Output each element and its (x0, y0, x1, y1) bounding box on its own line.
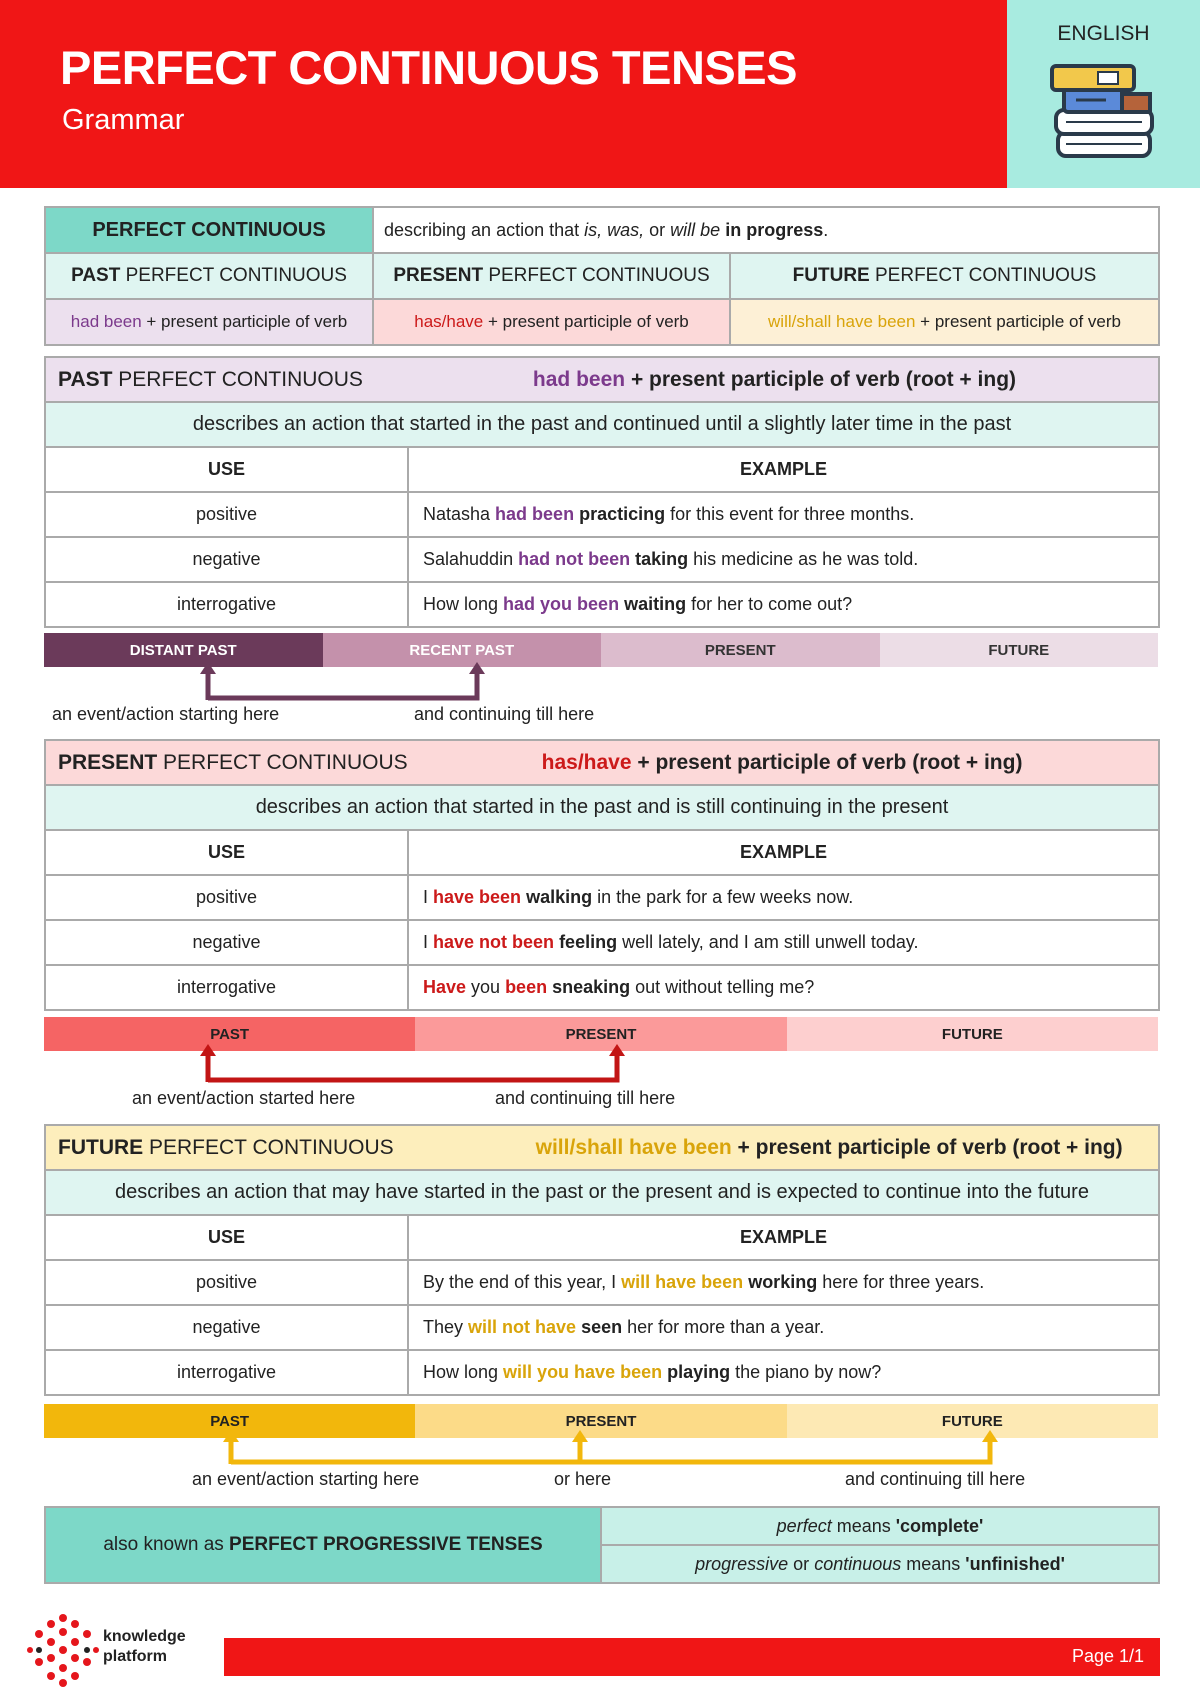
example-cell: How long will you have been playing the piano by now? (408, 1350, 1159, 1395)
table-row (45, 920, 1159, 965)
overview-label: PERFECT CONTINUOUS (45, 207, 373, 253)
timeline-segment: PRESENT (601, 633, 880, 667)
past-example-header: EXAMPLE (408, 447, 1159, 492)
present-arrow (0, 1040, 1200, 1084)
future-arrow (0, 1426, 1200, 1466)
use-cell: negative (45, 537, 408, 582)
present-use-header: USE (45, 830, 408, 875)
future-section (44, 1124, 1158, 1396)
summary-perfect-meaning: perfect means 'complete' (601, 1507, 1159, 1545)
past-description: describes an action that started in the past and continued until a slightly later time in the past (45, 402, 1159, 447)
summary-aka: also known as PERFECT PROGRESSIVE TENSES (45, 1507, 601, 1583)
table-row (45, 1350, 1159, 1395)
present-section-title: PRESENT PERFECT CONTINUOUS has/have + present participle of verb (root + ing) (45, 740, 1159, 785)
future-section-title: FUTURE PERFECT CONTINUOUS will/shall have been + present participle of verb (root + ing) (45, 1125, 1159, 1170)
table-row (45, 1260, 1159, 1305)
timeline-segment: PRESENT (415, 1017, 786, 1051)
example-cell: Natasha had been practicing for this event for three months. (408, 492, 1159, 537)
footer-bar (224, 1638, 1160, 1676)
past-annotation-start: an event/action starting here (52, 704, 280, 724)
overview-description: describing an action that is, was, or will be in progress. (373, 207, 1159, 253)
timeline-segment: RECENT PAST (323, 633, 602, 667)
present-section (44, 739, 1158, 1011)
page-subtitle: Grammar (62, 104, 185, 136)
overview-table (44, 206, 1158, 346)
logo-text-line1: knowledge (103, 1628, 186, 1645)
table-row (45, 965, 1159, 1010)
logo-text-line2: platform (103, 1648, 167, 1665)
past-use-header: USE (45, 447, 408, 492)
table-row (45, 875, 1159, 920)
subject-label: ENGLISH (1057, 22, 1150, 45)
timeline-segment: PAST (44, 1404, 415, 1438)
use-cell: positive (45, 492, 408, 537)
summary-table (44, 1506, 1158, 1584)
use-cell: negative (45, 1305, 408, 1350)
example-cell: By the end of this year, I will have been working here for three years. (408, 1260, 1159, 1305)
books-icon (1046, 54, 1166, 166)
past-annotation-end: and continuing till here (414, 704, 595, 724)
example-cell: Have you been sneaking out without telling me? (408, 965, 1159, 1010)
timeline-segment: DISTANT PAST (44, 633, 323, 667)
future-annotation-middle: or here (554, 1469, 612, 1489)
use-cell: positive (45, 1260, 408, 1305)
timeline-segment: FUTURE (787, 1017, 1158, 1051)
future-example-header: EXAMPLE (408, 1215, 1159, 1260)
example-cell: Salahuddin had not been taking his medicine as he was told. (408, 537, 1159, 582)
overview-past-formula: had been + present participle of verb (45, 299, 373, 345)
example-cell: How long had you been waiting for her to come out? (408, 582, 1159, 627)
table-row (45, 1305, 1159, 1350)
past-arrow (0, 660, 1200, 704)
knowledge-platform-logo-icon (24, 1612, 102, 1688)
table-row (45, 537, 1159, 582)
overview-future-heading: FUTURE PERFECT CONTINUOUS (730, 253, 1159, 299)
present-annotation-start: an event/action started here (132, 1088, 356, 1108)
present-description: describes an action that started in the past and is still continuing in the present (45, 785, 1159, 830)
past-section (44, 356, 1158, 628)
future-annotation-start: an event/action starting here (192, 1469, 420, 1489)
table-row (45, 582, 1159, 627)
past-section-title: PAST PERFECT CONTINUOUS had been + present participle of verb (root + ing) (45, 357, 1159, 402)
overview-past-heading: PAST PERFECT CONTINUOUS (45, 253, 373, 299)
use-cell: interrogative (45, 1350, 408, 1395)
future-use-header: USE (45, 1215, 408, 1260)
example-cell: I have been walking in the park for a few weeks now. (408, 875, 1159, 920)
page-title: PERFECT CONTINUOUS TENSES (60, 41, 797, 94)
timeline-segment: FUTURE (787, 1404, 1158, 1438)
header-banner (0, 0, 1007, 188)
summary-progressive-meaning: progressive or continuous means 'unfinished' (601, 1545, 1159, 1583)
overview-future-formula: will/shall have been + present participle of verb (730, 299, 1159, 345)
page-number: Page 1/1 (1071, 1646, 1144, 1666)
use-cell: negative (45, 920, 408, 965)
use-cell: positive (45, 875, 408, 920)
future-description: describes an action that may have started in the past or the present and is expected to continue into the future (45, 1170, 1159, 1215)
example-cell: They will not have seen her for more than a year. (408, 1305, 1159, 1350)
use-cell: interrogative (45, 965, 408, 1010)
overview-present-formula: has/have + present participle of verb (373, 299, 730, 345)
example-cell: I have not been feeling well lately, and I am still unwell today. (408, 920, 1159, 965)
present-annotation-end: and continuing till here (495, 1088, 676, 1108)
future-annotation-end: and continuing till here (845, 1469, 1026, 1489)
table-row (45, 492, 1159, 537)
use-cell: interrogative (45, 582, 408, 627)
timeline-segment: PRESENT (415, 1404, 786, 1438)
overview-present-heading: PRESENT PERFECT CONTINUOUS (373, 253, 730, 299)
present-example-header: EXAMPLE (408, 830, 1159, 875)
timeline-segment: FUTURE (880, 633, 1159, 667)
timeline-segment: PAST (44, 1017, 415, 1051)
